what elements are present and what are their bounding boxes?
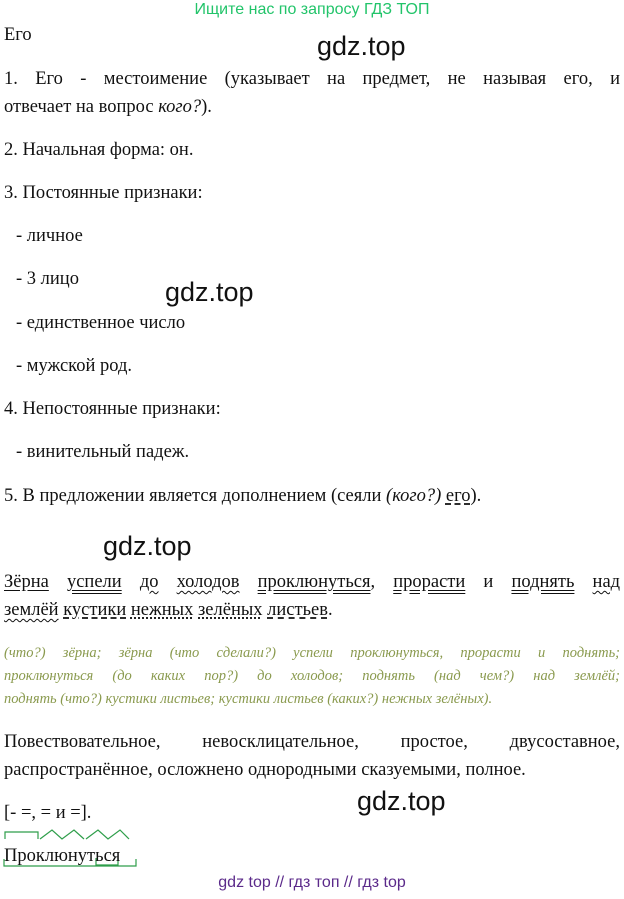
item-1-line-1: 1. Его - местоимение (указывает на предмет, не называя его, и [4, 69, 620, 89]
last-word: Проклюнуться [4, 846, 121, 866]
watermark: gdz.top [317, 31, 406, 61]
analysis-line: (что?) зёрна; зёрна (что сделали?) успели проклюнуться, прорасти и поднять; [4, 645, 620, 661]
item-2: 2. Начальная форма: он. [4, 140, 194, 160]
sentence-line-1: Зёрна успели до холодов проклюнуться, прорасти и поднять над [4, 572, 621, 592]
item-4: 4. Непостоянные признаки: [4, 399, 221, 419]
page-header: Ищите нас по запросу ГДЗ ТОП [194, 1, 430, 18]
item-5: 5. В предложении является дополнением (сеяли (кого?) его). [4, 486, 482, 506]
characteristic-line-1: Повествовательное, невосклицательное, простое, двусоставное, [4, 732, 620, 752]
characteristic-line-2: распространённое, осложнено однородными сказуемыми, полное. [4, 760, 526, 780]
sentence-line-2: землёй кустики нежных зелёных листьев. [4, 600, 333, 620]
item-3: 3. Постоянные признаки: [4, 183, 203, 203]
watermark: gdz.top [165, 277, 254, 307]
feature-item: - единственное число [16, 313, 186, 333]
feature-item: - винительный падеж. [16, 442, 190, 462]
feature-item: - мужской род. [16, 356, 132, 376]
feature-item: - личное [16, 226, 83, 246]
watermark: gdz.top [103, 531, 192, 561]
sentence-scheme: [- =, = и =]. [4, 803, 92, 823]
analysis-line: проклюнуться (до каких пор?) до холодов; поднять (над чем?) над землёй; [4, 668, 620, 684]
item-1-line-2: отвечает на вопрос кого?). [4, 97, 212, 117]
feature-item: - 3 лицо [16, 269, 79, 289]
analysis-line: поднять (что?) кустики листьев; кустики листьев (каких?) нежных зелёных). [4, 691, 493, 707]
watermark: gdz.top [357, 786, 446, 816]
page-footer: gdz top // гдз топ // гдз top [218, 874, 406, 891]
analyzed-word: Его [4, 25, 32, 45]
